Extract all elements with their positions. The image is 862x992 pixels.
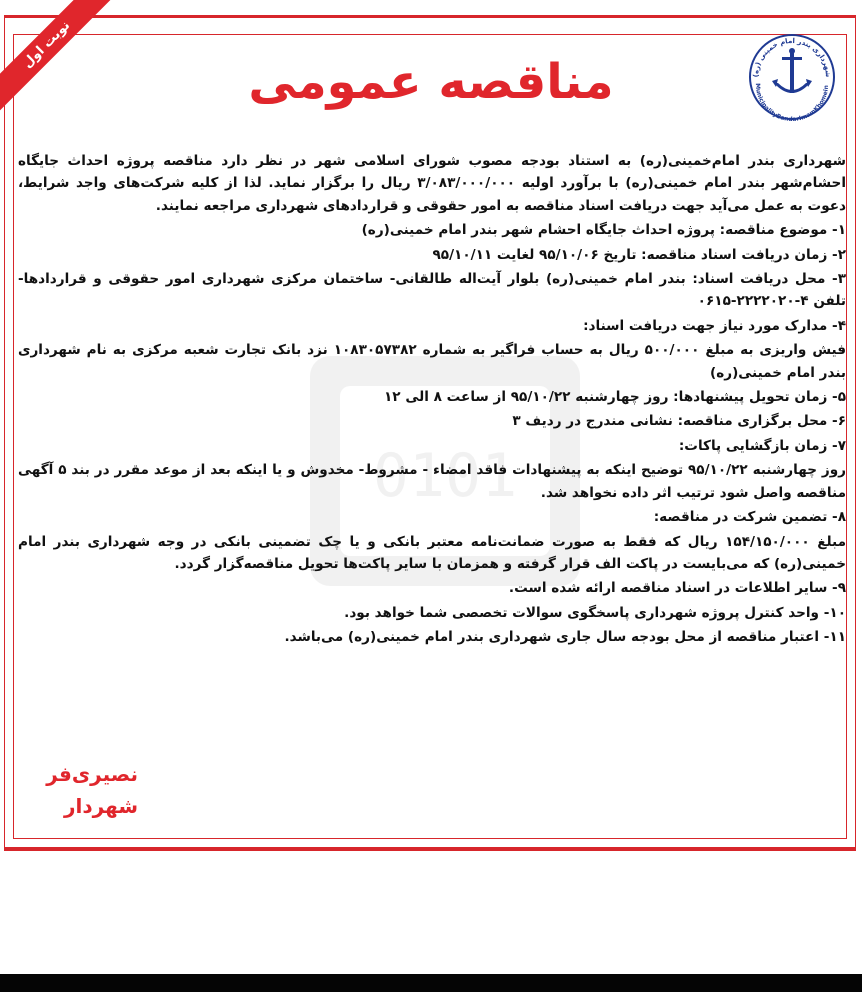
list-item: ۸- تضمین شرکت در مناقصه: xyxy=(653,509,846,526)
list-item: روز چهارشنبه ۹۵/۱۰/۲۲ توضیح اینکه به پیشنهادات فاقد امضاء - مشروط- مخدوش و یا اینکه بعد از موعد مقرر در بند ۵ آگهی مناقصه واصل شود ترتیب اثر داده نخواهد شد. xyxy=(18,462,846,501)
list-item: ۱۱- اعتبار مناقصه از محل بودجه سال جاری شهرداری بندر امام خمینی(ره) می‌باشد. xyxy=(284,629,846,646)
list-item: ۷- زمان بازگشایی پاکات: xyxy=(678,437,846,454)
list-item: ۶- محل برگزاری مناقصه: نشانی مندرج در ردیف ۳ xyxy=(512,413,846,430)
page-title: مناقصه عمومی xyxy=(248,54,614,110)
list-item: ۴- مدارک مورد نیاز جهت دریافت اسناد: xyxy=(583,317,846,334)
bottom-bar xyxy=(0,974,862,992)
intro-paragraph: شهرداری بندر امام‌خمینی(ره) به استناد بودجه مصوب شورای اسلامی شهر در نظر دارد مناقصه پروژه احداث جایگاه احشام‌شهر بندر امام خمینی(ره) با برآورد اولیه ۳/۰۸۳/۰۰۰/۰۰۰ ریال را برگزار نماید. لذا از کلیه شرکت‌های واجد شرایط، دعوت به عمل می‌آید جهت دریافت اسناد مناقصه به امور حقوقی و قراردادهای شهرداری مراجعه نمایند. xyxy=(18,153,847,214)
list-item: فیش واریزی به مبلغ ۵۰۰/۰۰۰ ریال به حساب فراگیر به شماره ۱۰۸۳۰۵۷۳۸۲ نزد بانک تجارت شعبه مرکزی به نام شهرداری بندر امام خمینی(ره) xyxy=(18,342,846,381)
logo-arc-text: شهرداری بندر امام خمینی (ره) xyxy=(751,36,833,78)
signer-role: شهردار xyxy=(64,794,138,818)
list-item: ۹- سایر اطلاعات در اسناد مناقصه ارائه شده است. xyxy=(508,580,846,597)
ribbon-label: نوبت اول xyxy=(0,0,116,114)
svg-text:0101: 0101 xyxy=(372,441,518,511)
signature-block xyxy=(18,758,138,822)
list-item: ۲- زمان دریافت اسناد مناقصه: تاریخ ۹۵/۱۰/۰۶ لغایت ۹۵/۱۰/۱۱ xyxy=(432,246,846,263)
list-item: ۳- محل دریافت اسناد: بندر امام خمینی(ره) بلوار آیت‌اله طالقانی- ساختمان مرکزی شهرداری امور حقوقی و قراردادها- تلفن ۴-۲۲۲۲۰۲۰-۰۶۱۵ xyxy=(18,271,846,310)
signer-name: نصیری‌فر xyxy=(46,762,138,786)
list-item: ۱۰- واحد کنترل پروژه شهرداری پاسخگوی سوالات تخصصی شما خواهد بود. xyxy=(344,604,846,621)
logo-bottom-text: MunicipalityBandarImamKhomein xyxy=(753,83,831,123)
notice-body xyxy=(18,150,846,649)
list-item: ۵- زمان تحویل پیشنهادها: روز چهارشنبه ۹۵/۱۰/۲۲ از ساعت ۸ الی ۱۲ xyxy=(384,389,846,406)
list-item: مبلغ ۱۵۴/۱۵۰/۰۰۰ ریال که فقط به صورت ضمانت‌نامه معتبر بانکی و یا چک تضمینی بانکی در وجه شهرداری بندر امام خمینی(ره) که می‌بایست در پاکت الف قرار گرفته و همزمان با سایر پاکت‌ها تحویل مناقصه‌گزار گردد. xyxy=(18,533,846,572)
list-item: ۱- موضوع مناقصه: پروژه احداث جایگاه احشام شهر بندر امام خمینی(ره) xyxy=(361,222,846,239)
